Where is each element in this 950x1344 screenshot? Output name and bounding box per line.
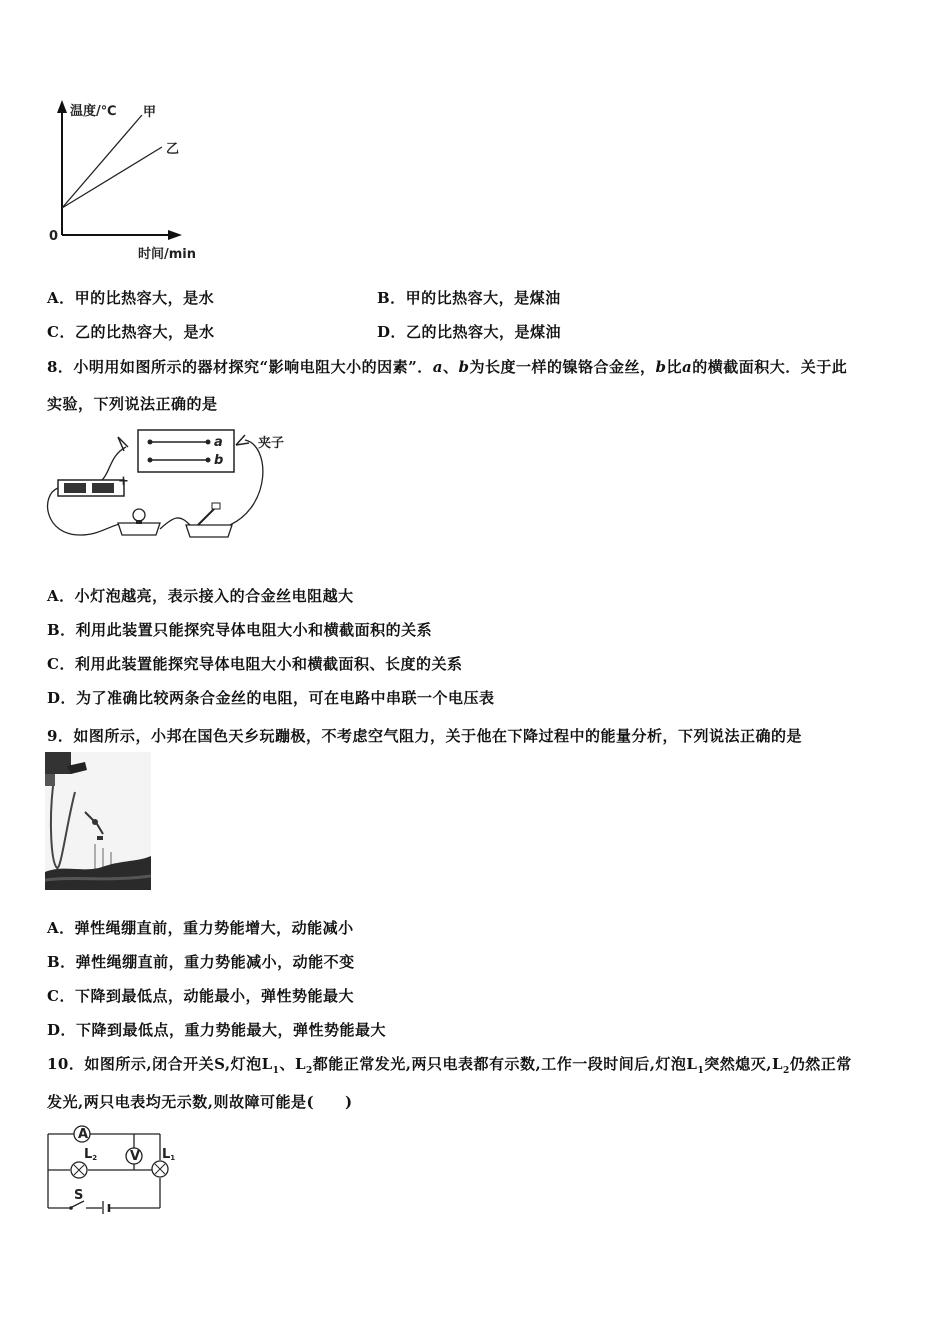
voltmeter-symbol <box>126 1148 142 1164</box>
q9-option-d: D．下降到最低点，重力势能最大，弹性势能最大 <box>47 1021 387 1039</box>
lamp-left-sub: 2 <box>92 1154 98 1162</box>
q8-stem-line2: 实验，下列说法正确的是 <box>47 395 218 413</box>
q10-stem-p2: 、L <box>279 1055 306 1073</box>
q8-option-a: A．小灯泡越亮，表示接入的合金丝电阻越大 <box>47 587 354 605</box>
y-axis-label: 温度/℃ <box>70 104 117 119</box>
q7-option-d: D．乙的比热容大，是煤油 <box>377 323 562 341</box>
q7-option-a: A．甲的比热容大，是水 <box>47 289 215 307</box>
battery-symbol <box>103 1201 109 1214</box>
q8-stem-part4: 的横截面积大．关于此 <box>692 358 848 376</box>
q9-option-c: C．下降到最低点，动能最小，弹性势能最大 <box>47 987 354 1005</box>
q8-var-b2: b <box>655 358 667 376</box>
q10-stem-p1: 10．如图所示,闭合开关S,灯泡L <box>47 1055 273 1073</box>
q10-stem-p5: 仍然正常 <box>789 1055 852 1073</box>
lamp-right-sub: 1 <box>170 1154 176 1162</box>
lamp-left-label: L <box>84 1147 93 1162</box>
wire-right <box>230 440 263 525</box>
knife-switch <box>186 503 232 537</box>
ammeter-symbol <box>74 1126 90 1142</box>
svg-text:L1 <box>162 1147 175 1162</box>
q10-stem-line2: 发光,两只电表均无示数,则故障可能是( ) <box>47 1093 353 1111</box>
q8-option-c: C．利用此装置能探究导体电阻大小和横截面积、长度的关系 <box>47 655 463 673</box>
q8-stem-part2: 为长度一样的镍铬合金丝， <box>469 358 656 376</box>
switch-symbol <box>69 1188 84 1210</box>
q8-stem-line1 <box>47 356 847 377</box>
q10-stem-line1 <box>47 1053 852 1076</box>
q8-option-d: D．为了准确比较两条合金丝的电阻，可在电路中串联一个电压表 <box>47 689 495 707</box>
circuit-diagram <box>44 1124 176 1214</box>
q8-var-a: a <box>432 358 443 376</box>
wire-middle <box>160 518 190 529</box>
q8-stem-part3: 比 <box>666 358 682 376</box>
q7-option-b: B．甲的比热容大，是煤油 <box>377 289 561 307</box>
line-jia <box>62 115 142 208</box>
q8-sep: 、 <box>442 358 459 376</box>
clip-label: 夹子 <box>258 436 285 451</box>
q10-sub4: 2 <box>783 1066 790 1076</box>
switch-label: S <box>74 1188 84 1203</box>
ammeter-label: A <box>78 1127 89 1142</box>
q8-option-b: B．利用此装置只能探究导体电阻大小和横截面积的关系 <box>47 621 433 639</box>
wire-a-label: a <box>214 435 223 450</box>
q9-option-a: A．弹性绳绷直前，重力势能增大，动能减小 <box>47 919 354 937</box>
q7-option-c: C．乙的比热容大，是水 <box>47 323 215 341</box>
q8-stem-part1: 8．小明用如图所示的器材探究“影响电阻大小的因素”． <box>47 358 433 376</box>
q9-option-b: B．弹性绳绷直前，重力势能减小，动能不变 <box>47 953 355 971</box>
q10-sub3: 1 <box>697 1066 705 1076</box>
line-yi <box>62 147 162 208</box>
battery-plus: + <box>118 474 129 489</box>
lamp-right-label: L <box>162 1147 171 1162</box>
wire-b-label: b <box>214 453 224 468</box>
line-label-yi: 乙 <box>166 142 180 157</box>
q10-stem-p4: 突然熄灭,L <box>704 1055 784 1073</box>
bulb-holder <box>118 509 160 535</box>
resistance-experiment-figure <box>40 425 300 550</box>
origin-label: 0 <box>49 229 59 244</box>
q9-stem: 9．如图所示，小邦在国色天乡玩蹦极，不考虑空气阻力，关于他在下降过程中的能量分析，下列说法正确的是 <box>47 727 802 745</box>
q10-stem-p3: 都能正常发光,两只电表都有示数,工作一段时间后,灯泡L <box>312 1055 698 1073</box>
bungee-jump-photo <box>45 752 151 890</box>
lamp-l1-symbol <box>152 1147 175 1177</box>
battery-box <box>58 474 129 496</box>
y-axis-arrow <box>57 100 67 113</box>
line-label-jia: 甲 <box>143 105 157 120</box>
svg-text:L2 <box>84 1147 97 1162</box>
q10-sub2: 2 <box>306 1066 313 1076</box>
lamp-l2-symbol <box>71 1147 97 1178</box>
voltmeter-label: V <box>130 1149 141 1164</box>
x-axis-arrow <box>168 230 182 240</box>
temperature-time-graph <box>40 95 220 260</box>
q8-var-b: b <box>458 358 470 376</box>
q8-var-a2: a <box>681 358 693 376</box>
q10-sub1: 1 <box>272 1066 280 1076</box>
x-axis-label: 时间/min <box>138 247 197 260</box>
